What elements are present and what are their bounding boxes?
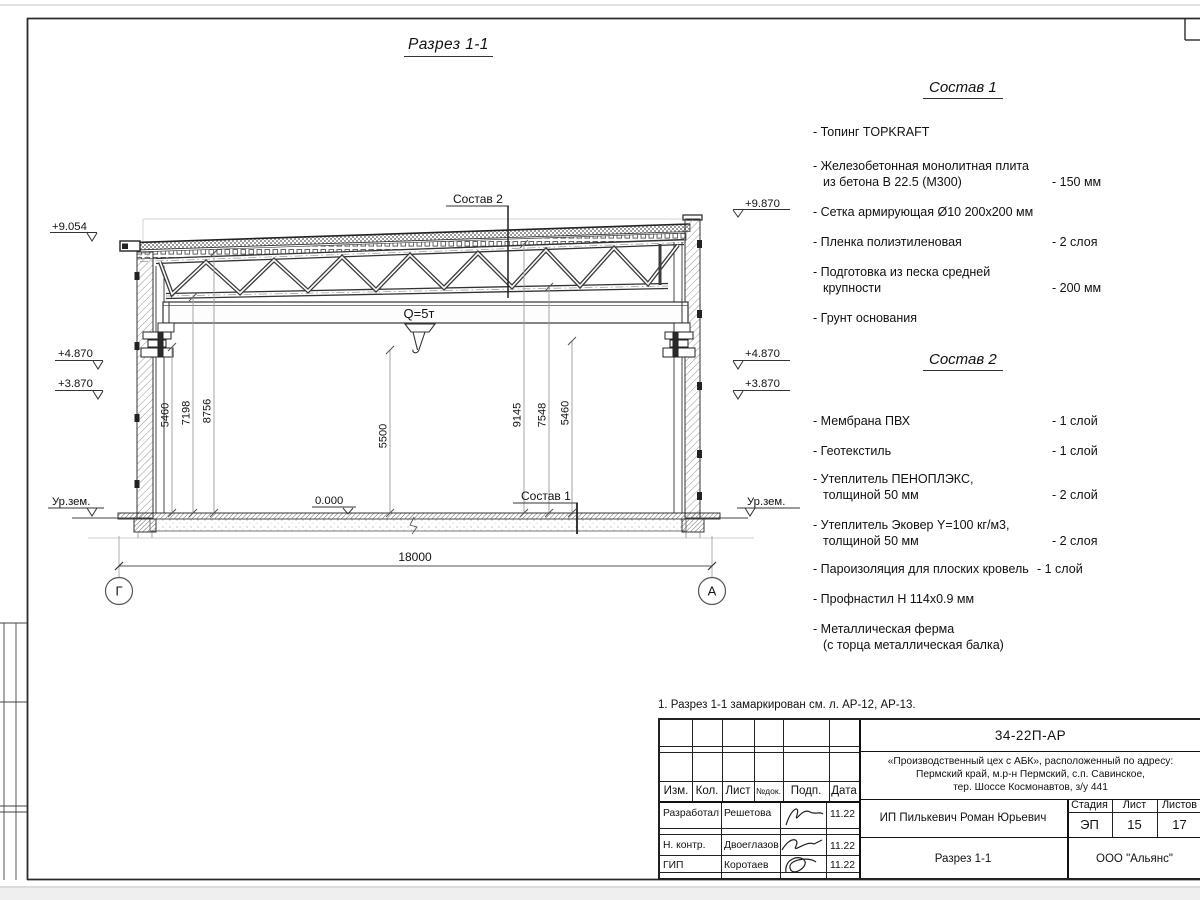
list-item-line2: (с торца металлическая балка) [823,638,1004,652]
doc-code: 34-22П-АР [994,728,1067,743]
dim-5460-right: 5460 [559,400,572,426]
list-item: - Утеплитель ПЕНОПЛЭКС, [813,472,974,486]
list-item: - Мембрана ПВХ [813,414,911,428]
ground-level-left [48,496,104,516]
page-title: Разрез 1-1 [404,36,493,57]
sheet-number: 15 [1127,817,1142,832]
svg-text:+3.870: +3.870 [745,378,780,390]
row-date: 11.22 [829,859,855,871]
drawing-name: Разрез 1-1 [934,853,992,865]
crane-hook [405,324,435,353]
list-item-line2: толщиной 50 мм [823,534,919,548]
project-line: «Производственный цех с АБК», расположенный по адресу: [887,756,1174,767]
corner-stamp-box [1185,18,1200,40]
elevation-9054 [50,221,97,241]
col-header-data: Дата [831,784,857,797]
right-wall [685,219,700,518]
list-item-value: - 150 мм [1052,175,1102,189]
dim-5460-left: 5460 [159,402,172,428]
elevation-3870-right [733,378,790,399]
title-block [658,718,1200,880]
list-item: - Пленка полиэтиленовая [813,235,962,249]
ground-level-right [737,496,800,516]
list-item-value: - 1 слой [1052,414,1098,428]
dim-7548: 7548 [536,402,549,428]
axis-letter-left: Г [115,583,123,599]
project-line: Пермский край, м.р-н Пермский, с.п. Савинское, [916,769,1145,780]
composition-list-2 [805,344,1197,664]
svg-text:Ур.зем.: Ур.зем. [52,496,91,508]
list-item: - Подготовка из песка средней [813,265,991,279]
list-item-line2: из бетона В 22.5 (М300) [823,175,962,189]
col-header-izm: Изм. [663,784,689,797]
row-name: Решетова [724,807,772,819]
list-item: - Профнастил Н 114х0.9 мм [813,592,975,606]
list-item: - Геотекстиль [813,444,892,458]
svg-text:+3.870: +3.870 [58,378,93,390]
list-item-value: - 1 слой [1037,562,1083,576]
sostav2-heading: Состав 2 [923,352,1003,371]
floor [72,513,754,538]
list-item: - Утеплитель Эковер Y=100 кг/м3, [813,518,1010,532]
list-item: - Сетка армирующая Ø10 200х200 мм [813,205,1034,219]
sheets-total: 17 [1172,817,1187,832]
list-item-value: - 2 слоя [1052,235,1098,249]
elevation-4870-left [55,348,103,369]
left-edge-stamp [0,623,27,880]
signature [782,803,826,831]
list-item: - Пароизоляция для плоских кровель [813,562,1029,576]
client-name: ИП Пилькевич Роман Юрьевич [879,811,1047,824]
svg-text:Ур.зем.: Ур.зем. [747,496,786,508]
list-item-value: - 2 слой [1052,488,1098,502]
svg-text:+4.870: +4.870 [58,348,93,360]
signature [778,834,828,880]
row-role: ГИП [663,859,684,871]
dim-9145: 9145 [511,402,524,428]
row-role: Разработал [663,807,720,819]
crane-capacity-label: Q=5т [403,306,435,321]
row-role: Н. контр. [663,839,706,851]
crane-beam [158,302,690,353]
dim-7198: 7198 [180,400,193,426]
col-header-ndok: №док. [756,785,781,796]
list-item: - Железобетонная монолитная плита [813,159,1029,173]
col-header-list: Лист [725,784,751,797]
row-date: 11.22 [829,808,855,820]
list-item-line2: крупности [823,281,882,295]
left-wall [137,252,153,518]
drawing-note: 1. Разрез 1-1 замаркирован см. л. АР-12, АР-13. [658,699,916,711]
elevation-zero [312,495,356,514]
panel-joint-marks [135,240,703,500]
list-item: - Топинг TOPKRAFT [813,125,930,139]
svg-text:+4.870: +4.870 [745,348,780,360]
stage-label: Стадия [1071,799,1108,811]
project-description [859,755,1200,794]
row-name: Коротаев [724,859,769,871]
elevation-9870 [733,198,790,217]
col-header-kol: Кол. [695,784,719,797]
sostav1-heading: Состав 1 [923,80,1003,99]
elevation-4870-right [733,348,790,369]
dim-8756: 8756 [201,398,214,424]
list-item: - Металлическая ферма [813,622,955,636]
list-item-line2: толщиной 50 мм [823,488,919,502]
sheet-label: Лист [1122,799,1147,811]
col-header-podp: Подп. [790,784,822,797]
svg-text:+9.054: +9.054 [52,221,87,233]
svg-text:0.000: 0.000 [315,495,344,507]
list-item-value: - 200 мм [1052,281,1102,295]
span-dimension [106,536,726,605]
elevation-3870-left [55,378,103,399]
dim-5500: 5500 [377,423,390,449]
list-item-value: - 1 слой [1052,444,1098,458]
list-item-value: - 2 слоя [1052,534,1098,548]
svg-text:Состав 2: Состав 2 [453,192,503,206]
axis-letter-right: А [707,583,717,599]
list-item: - Грунт основания [813,311,918,325]
svg-text:+9.870: +9.870 [745,198,780,210]
composition-list-1 [805,72,1197,342]
eave-end-cap [120,241,140,251]
company-name: ООО "Альянс" [1096,853,1173,865]
row-name: Двоеглазов [724,839,779,851]
row-date: 11.22 [829,840,855,852]
sheets-label: Листов [1161,799,1198,811]
stage-value: ЭП [1080,817,1099,832]
span-dim-text: 18000 [398,550,432,564]
crane-brackets [141,332,695,357]
svg-text:Состав 1: Состав 1 [521,489,571,503]
project-line: тер. Шоссе Космонавтов, з/у 441 [953,782,1108,793]
